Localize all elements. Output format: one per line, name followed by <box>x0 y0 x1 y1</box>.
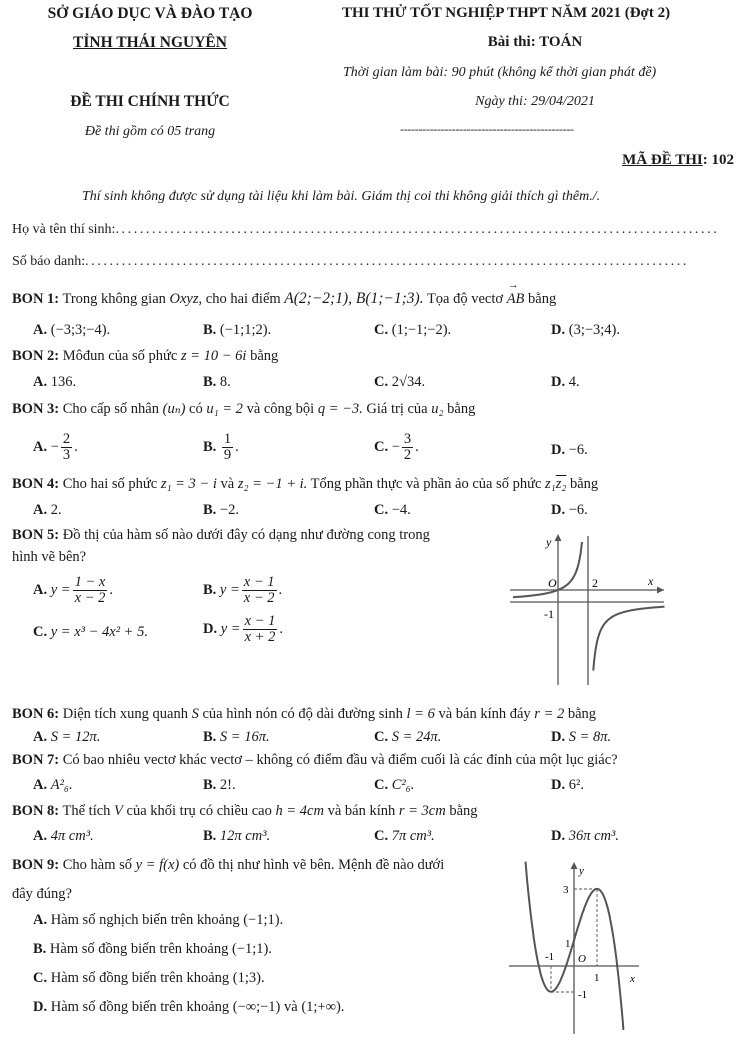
candidate-name-field[interactable] <box>12 222 720 238</box>
exam-code-value: : 102 <box>702 152 734 168</box>
fraction <box>402 432 413 463</box>
math-expression: l = 6 <box>406 706 435 722</box>
question-label: BON 6: <box>12 706 60 722</box>
fraction <box>73 575 108 606</box>
option-value: 4. <box>568 374 580 390</box>
math-expression: u₁ = 2 <box>206 401 243 417</box>
exam-title: THI THỬ TỐT NGHIỆP THPT NĂM 2021 (Đợt 2) <box>342 5 671 21</box>
option-letter: A. <box>33 374 48 390</box>
question-6 <box>12 706 596 723</box>
option-value: 8. <box>219 374 231 390</box>
question-label: BON 4: <box>12 476 60 492</box>
question-9 <box>12 857 444 874</box>
q4-option-c[interactable] <box>374 502 411 519</box>
q1-option-b[interactable] <box>203 322 271 339</box>
exam-code-label: MÃ ĐỀ THI <box>622 152 703 168</box>
q2-option-c[interactable] <box>374 374 425 391</box>
asymptote-x-label: 2 <box>592 576 598 590</box>
option-value: 2. <box>50 502 62 518</box>
question-2 <box>12 348 278 365</box>
option-letter: A. <box>33 777 48 793</box>
question-text: Diện tích xung quanh <box>62 706 188 722</box>
option-value: 2√34. <box>391 374 426 390</box>
origin-label: O <box>548 576 557 590</box>
q6-option-d[interactable] <box>551 729 611 746</box>
option-letter: B. <box>203 729 217 745</box>
q9-option-b[interactable] <box>33 941 272 958</box>
option-letter: C. <box>374 777 389 793</box>
y-max-label: 3 <box>563 884 569 896</box>
option-letter: C. <box>374 828 389 844</box>
option-value: −2. <box>219 502 239 518</box>
option-letter: B. <box>203 828 217 844</box>
fraction <box>242 575 277 606</box>
math-expression: h = 4cm <box>275 803 324 819</box>
candidate-id-label: Số báo danh: <box>12 254 86 269</box>
exam-notice: Thí sinh không được sử dụng tài liệu khi làm bài. Giám thị coi thi không giải thích gì thêm./. <box>82 189 601 204</box>
question-text: bằng <box>449 803 478 819</box>
denominator: x − 2 <box>243 590 275 607</box>
q8-option-a[interactable] <box>33 828 94 845</box>
option-value: C²₆. <box>391 777 415 793</box>
option-letter: A. <box>33 828 48 844</box>
math-expression: y = f(x) <box>135 857 180 873</box>
question-text: Thể tích <box>62 803 111 819</box>
q2-option-d[interactable] <box>551 374 580 391</box>
option-sign: − <box>391 439 400 456</box>
q7-option-b[interactable] <box>203 777 236 794</box>
option-letter: B. <box>203 374 217 390</box>
option-value: S = 8π. <box>568 729 612 745</box>
numerator: x − 1 <box>244 613 276 629</box>
y-axis-arrow-icon <box>571 862 578 869</box>
q3-option-d[interactable] <box>551 442 588 459</box>
candidate-name-dots: ................................................................................................... <box>115 222 720 237</box>
question-text: Cho cấp số nhân <box>62 401 159 417</box>
separator-line: ----------------------------------------------- <box>400 122 574 136</box>
exam-code <box>622 152 734 169</box>
option-value: 136. <box>50 374 77 390</box>
q5-option-a[interactable]: A. y = $\frac{1 - x}{x - 2}$ . <box>33 574 113 607</box>
math-expression: z = 10 − 6i <box>180 348 247 364</box>
origin-label: O <box>578 953 586 965</box>
q9-option-a[interactable] <box>33 912 283 929</box>
option-value: (3;−3;4). <box>568 322 621 338</box>
math-expression: z₂ = −1 + i. <box>237 476 308 492</box>
question-label: BON 2: <box>12 348 60 364</box>
vector-ab: → AB <box>507 291 525 308</box>
option-letter: A. <box>33 912 48 928</box>
question-text: có đồ thị như hình vẽ bên. Mệnh đề nào dưới <box>182 857 445 873</box>
math-expression: r = 3cm <box>398 803 446 819</box>
q6-option-c[interactable] <box>374 729 441 746</box>
option-value: (−1;1;2). <box>219 322 272 338</box>
option-letter: D. <box>551 828 566 844</box>
question-text: Tổng phần thực và phần ảo của số phức <box>310 476 542 492</box>
x-axis-arrow-icon <box>657 587 664 594</box>
question-text: và bán kính <box>327 803 396 819</box>
question-3 <box>12 401 475 418</box>
asymptote-y-label: -1 <box>544 607 554 621</box>
numerator: 1 <box>223 431 232 447</box>
conjugate-expression: z₂ <box>555 476 567 492</box>
q2-option-a[interactable] <box>33 374 76 391</box>
question-text: Giá trị của <box>366 401 428 417</box>
question-text: cho hai điểm <box>205 291 281 307</box>
option-letter: B. <box>33 941 47 957</box>
q4-option-a[interactable] <box>33 502 62 519</box>
question-label: BON 1: <box>12 291 60 307</box>
q7-option-d[interactable] <box>551 777 584 794</box>
question-1 <box>12 290 556 308</box>
q3-option-b[interactable]: B. $\frac{1}{9}$ . <box>203 431 239 464</box>
question-text: bằng <box>250 348 279 364</box>
option-value: (−3;3;−4). <box>50 322 111 338</box>
question-text-line2: đây đúng? <box>12 886 72 902</box>
q1-option-d[interactable] <box>551 322 620 339</box>
q4-option-d[interactable] <box>551 502 588 519</box>
question-text: bằng <box>447 401 476 417</box>
question-text: bằng <box>570 476 599 492</box>
option-letter: C. <box>374 502 389 518</box>
question-text-line2: hình vẽ bên? <box>12 549 87 565</box>
question-label: BON 8: <box>12 803 60 819</box>
question-text: và bán kính đáy <box>438 706 531 722</box>
q8-option-b[interactable] <box>203 828 270 845</box>
option-value: Hàm số nghịch biến trên khoảng (−1;1). <box>50 912 284 928</box>
option-letter: A. <box>33 502 48 518</box>
x-min-label: -1 <box>545 951 555 963</box>
q4-option-b[interactable] <box>203 502 239 519</box>
question-text: Tọa độ vectơ <box>426 291 504 307</box>
option-letter: D. <box>551 502 566 518</box>
question-text: bằng <box>567 706 597 722</box>
option-value: y = x³ − 4x² + 5. <box>50 624 148 640</box>
q8-option-d[interactable] <box>551 828 619 845</box>
option-letter: C. <box>374 439 389 456</box>
q9-option-c[interactable] <box>33 970 265 987</box>
y-axis-arrow-icon <box>555 534 562 541</box>
option-letter: B. <box>203 439 217 456</box>
numerator: x − 1 <box>243 574 275 590</box>
y-axis-label: y <box>579 865 584 877</box>
question-label: BON 3: <box>12 401 60 417</box>
x-axis-label: x <box>630 973 635 985</box>
subject-title: Bài thi: TOÁN <box>487 34 583 50</box>
denominator: x + 2 <box>244 629 276 646</box>
option-value: 36π cm³. <box>568 828 620 844</box>
option-letter: D. <box>33 999 48 1015</box>
option-value: S = 16π. <box>219 729 270 745</box>
option-value: 2!. <box>219 777 236 793</box>
question-text: Có bao nhiêu vectơ khác vectơ – không có điểm đầu và điểm cuối là các đỉnh của một lục giác? <box>62 752 618 768</box>
math-expression: r = 2 <box>534 706 565 722</box>
question-5 <box>12 527 430 544</box>
question-8 <box>12 803 478 820</box>
question-text: bằng <box>528 291 557 307</box>
fraction <box>222 432 233 463</box>
question-text: của khối trụ có chiều cao <box>126 803 272 819</box>
q9-option-d[interactable] <box>33 999 344 1016</box>
question-label: BON 9: <box>12 857 60 873</box>
option-letter: D. <box>551 777 566 793</box>
q5-option-b[interactable]: B. y = $\frac{x - 1}{x - 2}$ . <box>203 574 283 607</box>
province-name: TỈNH THÁI NGUYÊN <box>73 34 227 51</box>
denominator: 9 <box>223 447 232 464</box>
option-value: S = 12π. <box>50 729 101 745</box>
math-expression: S <box>191 706 199 722</box>
y-min-label: -1 <box>578 989 588 1001</box>
q7-option-c[interactable] <box>374 777 414 794</box>
denominator: x − 2 <box>74 590 106 607</box>
x-axis-label: x <box>648 574 654 588</box>
question-text: có <box>189 401 203 417</box>
option-value: Hàm số đồng biến trên khoảng (1;3). <box>50 970 265 986</box>
option-letter: C. <box>374 729 389 745</box>
candidate-name-label: Họ và tên thí sinh: <box>12 222 116 237</box>
fraction <box>61 432 72 463</box>
q6-option-a[interactable] <box>33 729 100 746</box>
q8-option-c[interactable] <box>374 828 435 845</box>
q5-option-d[interactable]: D. y = $\frac{x - 1}{x + 2}$ . <box>203 613 283 646</box>
math-expression: z₁ <box>545 476 556 492</box>
question-7 <box>12 752 618 769</box>
math-expression: A(2;−2;1), B(1;−1;3). <box>284 290 424 307</box>
option-letter: B. <box>203 777 217 793</box>
department-name: SỞ GIÁO DỤC VÀ ĐÀO TẠO <box>47 5 253 22</box>
option-letter: C. <box>374 374 389 390</box>
option-value: S = 24π. <box>391 729 442 745</box>
option-letter: A. <box>33 582 48 599</box>
candidate-id-field[interactable] <box>12 254 690 270</box>
q6-option-b[interactable] <box>203 729 270 746</box>
question-text: Cho hai số phức <box>62 476 158 492</box>
question-text: và công bội <box>246 401 315 417</box>
option-value: −6. <box>568 502 588 518</box>
option-letter: A. <box>33 439 48 456</box>
option-letter: D. <box>203 621 218 638</box>
q5-option-c[interactable] <box>33 624 148 641</box>
option-letter: B. <box>203 322 217 338</box>
question-text: Cho hàm số <box>62 857 133 873</box>
q9-cubic-graph <box>505 858 645 1044</box>
option-letter: D. <box>551 374 566 390</box>
x-max-label: 1 <box>594 972 600 984</box>
question-text: và <box>220 476 235 492</box>
question-label: BON 7: <box>12 752 60 768</box>
fraction <box>243 614 278 645</box>
numerator: 1 − x <box>74 574 106 590</box>
option-letter: A. <box>33 729 48 745</box>
q2-option-b[interactable] <box>203 374 231 391</box>
option-letter: D. <box>551 322 566 338</box>
option-value: A²₆. <box>50 777 73 793</box>
question-label: BON 5: <box>12 527 60 543</box>
option-letter: C. <box>374 322 389 338</box>
numerator: 2 <box>62 431 71 447</box>
option-letter: B. <box>203 502 217 518</box>
y-intercept-label: 1 <box>565 938 571 950</box>
option-value: −4. <box>391 502 411 518</box>
q1-option-a[interactable] <box>33 322 110 339</box>
option-value: Hàm số đồng biến trên khoảng (−∞;−1) và (1;+∞). <box>50 999 345 1015</box>
option-value: 4π cm³. <box>50 828 94 844</box>
option-value: Hàm số đồng biến trên khoảng (−1;1). <box>49 941 272 957</box>
question-text: Đồ thị của hàm số nào dưới đây có dạng như đường cong trong <box>62 527 430 543</box>
math-expression: V <box>114 803 123 819</box>
denominator: 2 <box>403 447 412 464</box>
math-expression: u₂ <box>431 401 444 417</box>
option-value: 7π cm³. <box>391 828 435 844</box>
candidate-id-dots: ................................................................................................... <box>85 254 690 269</box>
y-axis-label: y <box>546 535 552 549</box>
question-4 <box>12 476 598 493</box>
option-letter: B. <box>203 582 217 599</box>
option-letter: D. <box>551 729 566 745</box>
page-count: Đề thi gồm có 05 trang <box>84 124 216 139</box>
curve-right-branch <box>593 607 664 671</box>
option-sign: − <box>50 439 59 456</box>
option-letter: A. <box>33 322 48 338</box>
space-name: Oxyz, <box>169 291 203 307</box>
official-exam-label: ĐỀ THI CHÍNH THỨC <box>70 93 230 110</box>
math-expression: (uₙ) <box>162 401 186 417</box>
exam-duration: Thời gian làm bài: 90 phút (không kể thời gian phát đề) <box>343 65 657 80</box>
q5-hyperbola-graph <box>500 530 670 690</box>
q1-option-c[interactable] <box>374 322 451 339</box>
exam-date: Ngày thi: 29/04/2021 <box>475 94 595 109</box>
math-expression: q = −3. <box>317 401 363 417</box>
option-value: 12π cm³. <box>219 828 271 844</box>
question-text: của hình nón có độ dài đường sinh <box>202 706 403 722</box>
math-expression: z₁ = 3 − i <box>160 476 217 492</box>
option-letter: D. <box>551 442 566 458</box>
option-value: (1;−1;−2). <box>391 322 452 338</box>
question-text: Môđun của số phức <box>62 348 178 364</box>
q3-option-c[interactable]: C. − $\frac{3}{2}$ . <box>374 431 419 464</box>
option-value: 6². <box>568 777 584 793</box>
option-letter: C. <box>33 970 48 986</box>
option-letter: C. <box>33 624 48 640</box>
q3-option-a[interactable]: A. − $\frac{2}{3}$ . <box>33 431 78 464</box>
question-text: Trong không gian <box>62 291 166 307</box>
denominator: 3 <box>62 447 71 464</box>
option-value: −6. <box>568 442 588 458</box>
numerator: 3 <box>403 431 412 447</box>
q7-option-a[interactable] <box>33 777 73 794</box>
